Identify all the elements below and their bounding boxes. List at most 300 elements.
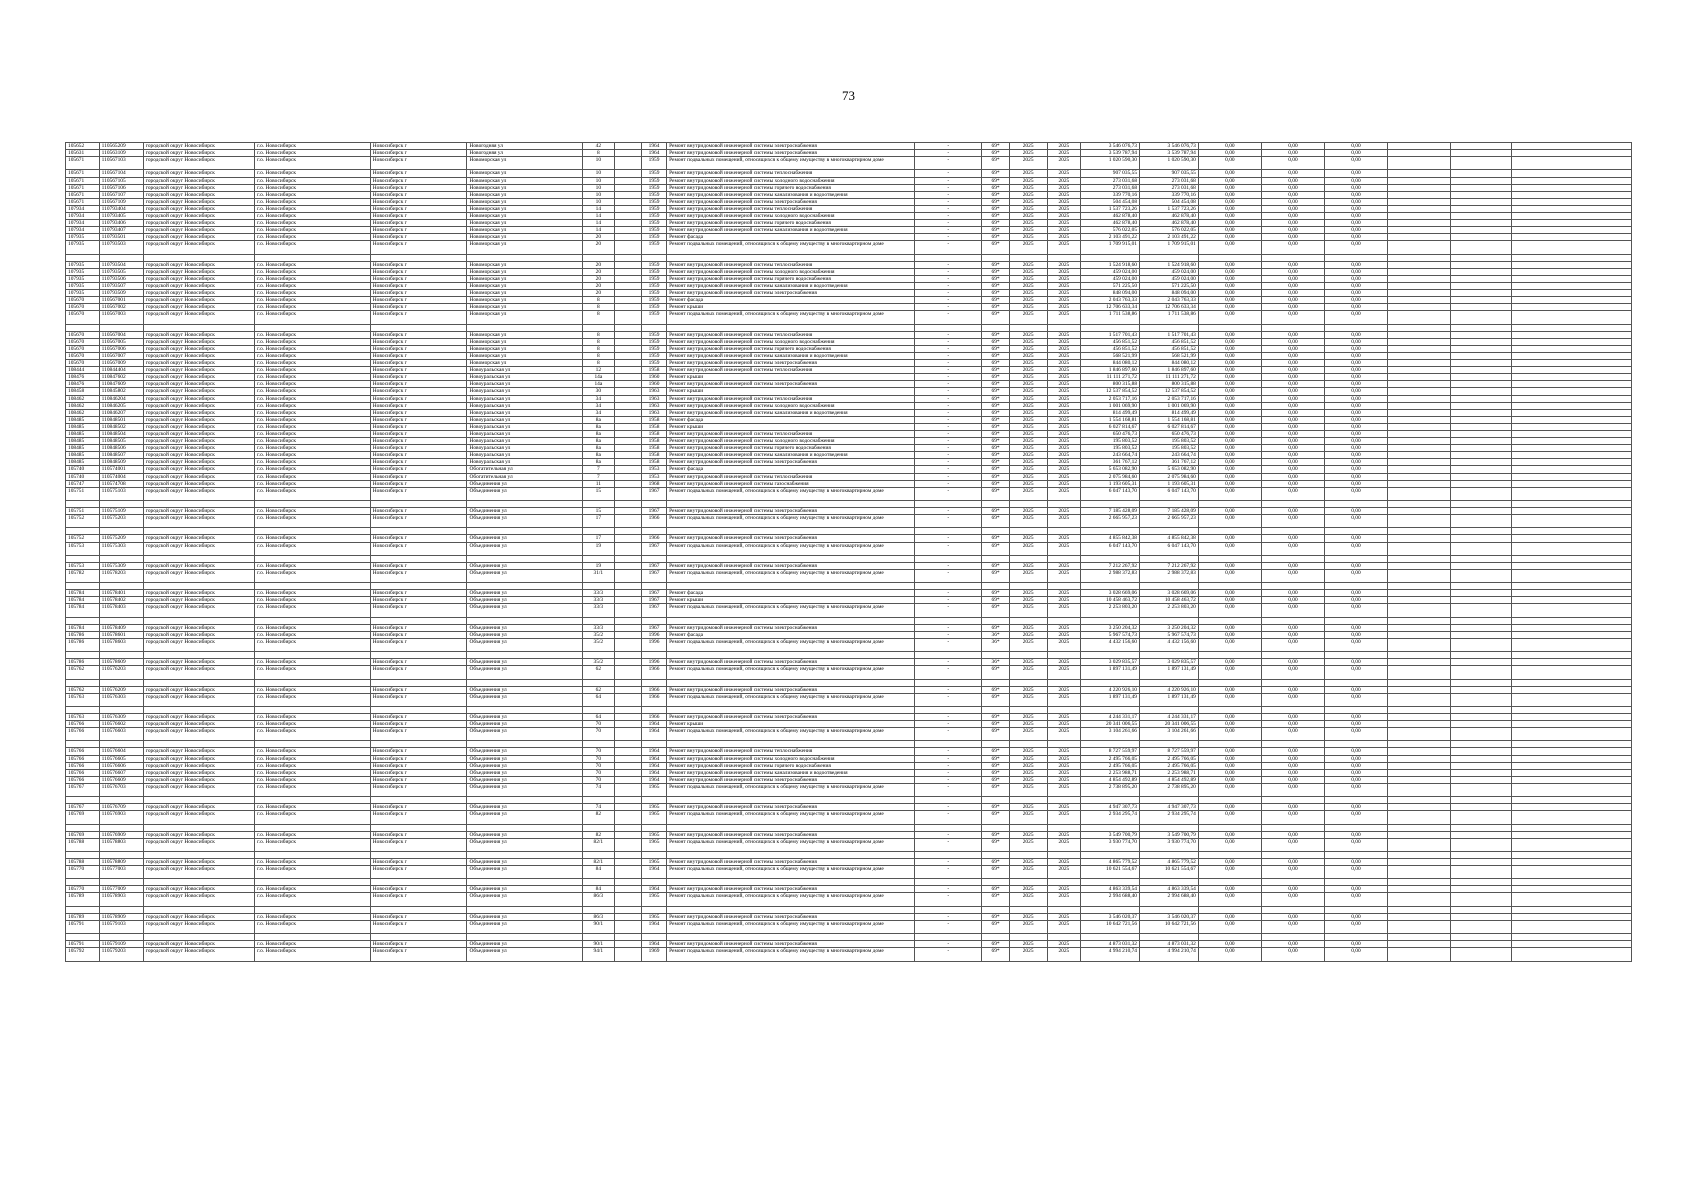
cell-city: Новосибирск г xyxy=(370,562,467,569)
cell-cost-budget-2: 0,00 xyxy=(1261,438,1324,445)
cell-street xyxy=(467,254,583,261)
table-row xyxy=(66,562,1632,569)
cell-year-start xyxy=(1009,934,1047,941)
cell-building xyxy=(614,811,641,824)
cell-extra-1 xyxy=(1388,804,1451,811)
cell-city: Новосибирск г xyxy=(370,693,467,706)
cell-cost-owners xyxy=(1324,501,1387,508)
cell-municipality: городской округ Новосибирск xyxy=(143,686,254,693)
cell-extra-1 xyxy=(1388,480,1451,487)
cell-settlement-type: г.о. Новосибирск xyxy=(255,275,371,282)
cell-city: Новосибирск г xyxy=(370,659,467,666)
cell-building xyxy=(614,360,641,367)
cell-municipality: городской округ Новосибирск xyxy=(143,659,254,666)
cell-note: 69* xyxy=(982,693,1009,706)
cell-extra-2 xyxy=(1451,268,1512,275)
cell-street xyxy=(467,652,583,659)
cell-building xyxy=(614,268,641,275)
table-row-spacer xyxy=(66,906,1632,913)
cell-cost-owners: 0,00 xyxy=(1324,331,1387,338)
cell-extra-2 xyxy=(1451,631,1512,638)
cell-year-built: 1959 xyxy=(641,205,666,212)
cell-house-number xyxy=(583,254,615,261)
table-row xyxy=(66,838,1632,851)
cell-settlement-type: г.о. Новосибирск xyxy=(255,402,371,409)
cell-street: Объединения ул xyxy=(467,562,583,569)
cell-street: Новоморская ул xyxy=(467,227,583,234)
cell-cost-total: 1 524 918,60 xyxy=(1081,261,1140,268)
cell-cost-fund: 3 104 261,66 xyxy=(1140,728,1199,741)
cell-building xyxy=(614,157,641,170)
table-row xyxy=(66,831,1632,838)
cell-year-built: 1960 xyxy=(641,374,666,381)
cell-house-id xyxy=(66,679,100,686)
cell-municipality: городской округ Новосибирск xyxy=(143,748,254,755)
cell-city: Новосибирск г xyxy=(370,445,467,452)
cell-cost-fund: 2 043 763,33 xyxy=(1140,297,1199,304)
cell-cost-budget-1: 0,00 xyxy=(1198,866,1261,879)
cell-house-id: 105753 xyxy=(66,542,100,555)
cell-house-id: 105671 xyxy=(66,170,100,177)
cell-year-built xyxy=(641,617,666,624)
cell-cost-owners xyxy=(1324,879,1387,886)
cell-year-end: 2025 xyxy=(1047,487,1081,500)
cell-city: Новосибирск г xyxy=(370,381,467,388)
cell-city: Новосибирск г xyxy=(370,948,467,961)
cell-house-number xyxy=(583,528,615,535)
cell-city: Новосибирск г xyxy=(370,569,467,582)
cell-year-built: 1965 xyxy=(641,858,666,865)
cell-year-end xyxy=(1047,906,1081,913)
cell-house-number: 84 xyxy=(583,866,615,879)
cell-cost-total: 3 930 774,70 xyxy=(1081,838,1140,851)
cell-extra-2 xyxy=(1451,886,1512,893)
cell-note: 69* xyxy=(982,220,1009,227)
cell-settlement-type: г.о. Новосибирск xyxy=(255,184,371,191)
cell-year-start xyxy=(1009,679,1047,686)
cell-municipality: городской округ Новосибирск xyxy=(143,290,254,297)
cell-work-type xyxy=(667,679,915,686)
cell-work-type: Ремонт крыши xyxy=(667,423,915,430)
cell-street: Объединения ул xyxy=(467,480,583,487)
cell-work-type: Ремонт внутридомовой инженерной системы холодного водоснабжения xyxy=(667,755,915,762)
cell-year-end: 2025 xyxy=(1047,762,1081,769)
cell-street: Объединения ул xyxy=(467,858,583,865)
table-row xyxy=(66,783,1632,796)
cell-extra-1 xyxy=(1388,824,1451,831)
cell-cost-budget-2: 0,00 xyxy=(1261,157,1324,170)
cell-cost-fund: 504 454,08 xyxy=(1140,198,1199,205)
cell-street: Новоморская ул xyxy=(467,297,583,304)
cell-extra-1 xyxy=(1388,679,1451,686)
cell-work-type: Ремонт внутридомовой инженерной системы электроснабжения xyxy=(667,913,915,920)
cell-work-id: 110576309 xyxy=(99,713,143,720)
cell-col-dash xyxy=(915,741,982,748)
cell-year-built xyxy=(641,906,666,913)
cell-extra-1 xyxy=(1388,261,1451,268)
cell-cost-owners: 0,00 xyxy=(1324,948,1387,961)
cell-work-type: Ремонт фасада xyxy=(667,416,915,423)
cell-work-id: 110567009 xyxy=(99,360,143,367)
cell-cost-budget-1: 0,00 xyxy=(1198,261,1261,268)
cell-house-number: 34 xyxy=(583,409,615,416)
cell-street: Новоуральская ул xyxy=(467,381,583,388)
cell-house-number: 20 xyxy=(583,234,615,241)
cell-year-built: 1959 xyxy=(641,297,666,304)
cell-building xyxy=(614,324,641,331)
cell-extra-2 xyxy=(1451,275,1512,282)
cell-building xyxy=(614,831,641,838)
cell-extra-1 xyxy=(1388,452,1451,459)
cell-year-start: 2025 xyxy=(1009,213,1047,220)
cell-cost-total: 571 225,50 xyxy=(1081,283,1140,290)
cell-cost-fund: 1 517 701,43 xyxy=(1140,331,1199,338)
cell-cost-total: 4 873 031,32 xyxy=(1081,941,1140,948)
cell-house-number: 90/1 xyxy=(583,920,615,933)
cell-cost-budget-1: 0,00 xyxy=(1198,838,1261,851)
cell-year-built xyxy=(641,934,666,941)
cell-work-id: 110793406 xyxy=(99,220,143,227)
cell-extra-2 xyxy=(1451,198,1512,205)
cell-building xyxy=(614,824,641,831)
cell-cost-total: 462 878,40 xyxy=(1081,213,1140,220)
cell-year-end: 2025 xyxy=(1047,597,1081,604)
cell-year-start: 2025 xyxy=(1009,466,1047,473)
cell-cost-fund: 4 865 779,52 xyxy=(1140,858,1199,865)
cell-work-id: 110577003 xyxy=(99,866,143,879)
cell-cost-budget-1: 0,00 xyxy=(1198,220,1261,227)
cell-extra-3 xyxy=(1512,666,1632,679)
cell-extra-1 xyxy=(1388,388,1451,395)
cell-house-id xyxy=(66,583,100,590)
cell-cost-fund xyxy=(1140,324,1199,331)
cell-work-id: 110576606 xyxy=(99,762,143,769)
cell-building xyxy=(614,304,641,311)
cell-year-built: 1958 xyxy=(641,459,666,466)
cell-house-id: 105740 xyxy=(66,473,100,480)
cell-street: Объединения ул xyxy=(467,638,583,651)
cell-cost-fund: 4 994 210,74 xyxy=(1140,948,1199,961)
cell-year-built: 1966 xyxy=(641,515,666,528)
cell-cost-budget-2: 0,00 xyxy=(1261,893,1324,906)
cell-street: Новоморская ул xyxy=(467,261,583,268)
cell-cost-budget-1 xyxy=(1198,934,1261,941)
cell-settlement-type: г.о. Новосибирск xyxy=(255,367,371,374)
cell-year-end: 2025 xyxy=(1047,191,1081,198)
cell-cost-owners: 0,00 xyxy=(1324,170,1387,177)
cell-house-id: 105670 xyxy=(66,338,100,345)
cell-extra-2 xyxy=(1451,367,1512,374)
cell-cost-owners xyxy=(1324,555,1387,562)
cell-house-id: 105631 xyxy=(66,150,100,157)
cell-building xyxy=(614,445,641,452)
cell-year-end: 2025 xyxy=(1047,713,1081,720)
cell-year-end: 2025 xyxy=(1047,542,1081,555)
cell-work-id: 110793505 xyxy=(99,268,143,275)
cell-year-end: 2025 xyxy=(1047,783,1081,796)
cell-extra-2 xyxy=(1451,360,1512,367)
cell-house-id: 105766 xyxy=(66,748,100,755)
cell-cost-fund: 12 537 854,52 xyxy=(1140,388,1199,395)
cell-extra-2 xyxy=(1451,617,1512,624)
cell-cost-budget-1: 0,00 xyxy=(1198,283,1261,290)
cell-cost-budget-2: 0,00 xyxy=(1261,430,1324,437)
cell-cost-budget-1: 0,00 xyxy=(1198,352,1261,359)
cell-settlement-type: г.о. Новосибирск xyxy=(255,360,371,367)
cell-house-number: 20 xyxy=(583,275,615,282)
cell-settlement-type: г.о. Новосибирск xyxy=(255,831,371,838)
cell-cost-budget-1: 0,00 xyxy=(1198,360,1261,367)
cell-building xyxy=(614,227,641,234)
cell-cost-budget-2: 0,00 xyxy=(1261,562,1324,569)
cell-street: Объединения ул xyxy=(467,542,583,555)
cell-extra-1 xyxy=(1388,345,1451,352)
table-row xyxy=(66,487,1632,500)
cell-work-type: Ремонт внутридомовой инженерной системы холодного водоснабжения xyxy=(667,177,915,184)
cell-extra-1 xyxy=(1388,811,1451,824)
cell-house-number: 20 xyxy=(583,261,615,268)
cell-cost-fund: 4 873 031,32 xyxy=(1140,941,1199,948)
cell-city: Новосибирск г xyxy=(370,430,467,437)
table-row xyxy=(66,638,1632,651)
cell-settlement-type: г.о. Новосибирск xyxy=(255,686,371,693)
cell-work-id: 110576209 xyxy=(99,686,143,693)
cell-extra-1 xyxy=(1388,666,1451,679)
table-row xyxy=(66,352,1632,359)
cell-street: Объединения ул xyxy=(467,913,583,920)
cell-year-end: 2025 xyxy=(1047,157,1081,170)
cell-building xyxy=(614,501,641,508)
cell-cost-total: 1 001 069,90 xyxy=(1081,402,1140,409)
cell-work-type: Ремонт подвальных помещений, относящихся к общему имуществу в многоквартирном доме xyxy=(667,866,915,879)
cell-municipality xyxy=(143,851,254,858)
cell-year-built: 1964 xyxy=(641,866,666,879)
cell-municipality: городской округ Новосибирск xyxy=(143,638,254,651)
cell-extra-2 xyxy=(1451,324,1512,331)
cell-note: 69* xyxy=(982,508,1009,515)
cell-cost-fund: 5 967 574,73 xyxy=(1140,631,1199,638)
cell-extra-1 xyxy=(1388,445,1451,452)
cell-extra-3 xyxy=(1512,693,1632,706)
cell-building xyxy=(614,597,641,604)
cell-work-id xyxy=(99,741,143,748)
cell-work-id: 110576703 xyxy=(99,783,143,796)
cell-year-start: 2025 xyxy=(1009,150,1047,157)
cell-extra-2 xyxy=(1451,597,1512,604)
cell-city: Новосибирск г xyxy=(370,535,467,542)
cell-year-built: 1959 xyxy=(641,157,666,170)
cell-building xyxy=(614,213,641,220)
cell-work-type: Ремонт внутридомовой инженерной системы теплоснабжения xyxy=(667,430,915,437)
cell-cost-budget-2: 0,00 xyxy=(1261,297,1324,304)
table-row xyxy=(66,762,1632,769)
cell-house-number xyxy=(583,652,615,659)
cell-cost-total: 907 035,55 xyxy=(1081,170,1140,177)
cell-city xyxy=(370,254,467,261)
cell-house-number: 8 xyxy=(583,304,615,311)
cell-year-built xyxy=(641,679,666,686)
cell-extra-2 xyxy=(1451,679,1512,686)
cell-cost-total: 4 994 210,74 xyxy=(1081,948,1140,961)
cell-col-dash: - xyxy=(915,177,982,184)
cell-work-id: 110848502 xyxy=(99,423,143,430)
cell-house-id xyxy=(66,851,100,858)
cell-municipality: городской округ Новосибирск xyxy=(143,913,254,920)
cell-extra-1 xyxy=(1388,254,1451,261)
cell-cost-budget-1: 0,00 xyxy=(1198,388,1261,395)
cell-year-built xyxy=(641,706,666,713)
cell-note: 69* xyxy=(982,297,1009,304)
cell-municipality: городской округ Новосибирск xyxy=(143,858,254,865)
cell-year-start: 2025 xyxy=(1009,430,1047,437)
cell-note: 69* xyxy=(982,423,1009,430)
cell-city: Новосибирск г xyxy=(370,459,467,466)
cell-work-id xyxy=(99,583,143,590)
cell-cost-fund xyxy=(1140,934,1199,941)
cell-cost-budget-1 xyxy=(1198,528,1261,535)
cell-col-dash xyxy=(915,583,982,590)
cell-city: Новосибирск г xyxy=(370,374,467,381)
cell-year-built: 1996 xyxy=(641,638,666,651)
cell-extra-2 xyxy=(1451,893,1512,906)
cell-extra-1 xyxy=(1388,693,1451,706)
cell-cost-budget-2: 0,00 xyxy=(1261,748,1324,755)
cell-cost-budget-2: 0,00 xyxy=(1261,838,1324,851)
cell-extra-1 xyxy=(1388,338,1451,345)
cell-street: Новоморская ул xyxy=(467,352,583,359)
cell-building xyxy=(614,345,641,352)
cell-house-number: 70 xyxy=(583,748,615,755)
cell-extra-2 xyxy=(1451,941,1512,948)
cell-settlement-type: г.о. Новосибирск xyxy=(255,445,371,452)
cell-work-type: Ремонт подвальных помещений, относящихся к общему имуществу в многоквартирном доме xyxy=(667,569,915,582)
cell-building xyxy=(614,728,641,741)
cell-house-id: 105766 xyxy=(66,728,100,741)
cell-house-number: 34 xyxy=(583,395,615,402)
cell-col-dash: - xyxy=(915,811,982,824)
cell-work-id: 110567002 xyxy=(99,304,143,311)
cell-extra-2 xyxy=(1451,652,1512,659)
cell-year-end xyxy=(1047,254,1081,261)
cell-extra-1 xyxy=(1388,769,1451,776)
cell-cost-budget-2: 0,00 xyxy=(1261,452,1324,459)
cell-extra-3 xyxy=(1512,542,1632,555)
cell-municipality: городской округ Новосибирск xyxy=(143,177,254,184)
cell-work-type: Ремонт внутридомовой инженерной системы холодного водоснабжения xyxy=(667,338,915,345)
cell-house-id: 105791 xyxy=(66,941,100,948)
cell-house-number: 82/1 xyxy=(583,838,615,851)
cell-extra-1 xyxy=(1388,721,1451,728)
cell-settlement-type: г.о. Новосибирск xyxy=(255,920,371,933)
cell-cost-budget-2: 0,00 xyxy=(1261,234,1324,241)
cell-settlement-type: г.о. Новосибирск xyxy=(255,331,371,338)
cell-house-id: 105670 xyxy=(66,304,100,311)
cell-work-id: 110848509 xyxy=(99,459,143,466)
cell-house-number: 34 xyxy=(583,402,615,409)
cell-col-dash xyxy=(915,824,982,831)
cell-col-dash: - xyxy=(915,886,982,893)
cell-extra-2 xyxy=(1451,423,1512,430)
cell-municipality: городской округ Новосибирск xyxy=(143,948,254,961)
cell-municipality xyxy=(143,706,254,713)
cell-building xyxy=(614,198,641,205)
table-row xyxy=(66,213,1632,220)
cell-year-end: 2025 xyxy=(1047,234,1081,241)
cell-house-id: 105763 xyxy=(66,693,100,706)
cell-cost-budget-2: 0,00 xyxy=(1261,948,1324,961)
cell-building xyxy=(614,177,641,184)
cell-work-id xyxy=(99,528,143,535)
cell-extra-3 xyxy=(1512,555,1632,562)
cell-extra-2 xyxy=(1451,157,1512,170)
cell-house-number: 64 xyxy=(583,693,615,706)
cell-settlement-type: г.о. Новосибирск xyxy=(255,388,371,395)
cell-cost-budget-2: 0,00 xyxy=(1261,374,1324,381)
table-row xyxy=(66,388,1632,395)
cell-house-id: 105770 xyxy=(66,866,100,879)
cell-cost-budget-2: 0,00 xyxy=(1261,191,1324,198)
cell-extra-1 xyxy=(1388,934,1451,941)
cell-year-end: 2025 xyxy=(1047,227,1081,234)
cell-year-built: 1965 xyxy=(641,893,666,906)
cell-note xyxy=(982,555,1009,562)
cell-city: Новосибирск г xyxy=(370,220,467,227)
cell-cost-owners: 0,00 xyxy=(1324,452,1387,459)
cell-municipality: городской округ Новосибирск xyxy=(143,220,254,227)
cell-year-start: 2025 xyxy=(1009,941,1047,948)
cell-cost-fund: 2 665 957,23 xyxy=(1140,515,1199,528)
cell-cost-budget-1: 0,00 xyxy=(1198,227,1261,234)
cell-work-id: 110575103 xyxy=(99,487,143,500)
cell-city: Новосибирск г xyxy=(370,769,467,776)
cell-year-end: 2025 xyxy=(1047,466,1081,473)
cell-work-type: Ремонт внутридомовой инженерной системы электроснабжения xyxy=(667,143,915,150)
cell-settlement-type: г.о. Новосибирск xyxy=(255,480,371,487)
cell-work-id: 110578803 xyxy=(99,838,143,851)
cell-year-end: 2025 xyxy=(1047,659,1081,666)
cell-cost-total: 2 988 372,83 xyxy=(1081,569,1140,582)
cell-year-end: 2025 xyxy=(1047,913,1081,920)
cell-settlement-type: г.о. Новосибирск xyxy=(255,191,371,198)
cell-year-start: 2025 xyxy=(1009,838,1047,851)
cell-extra-3 xyxy=(1512,811,1632,824)
cell-col-dash xyxy=(915,652,982,659)
cell-work-id: 110578903 xyxy=(99,893,143,906)
cell-year-built: 1958 xyxy=(641,423,666,430)
cell-cost-owners xyxy=(1324,617,1387,624)
cell-house-id: 105786 xyxy=(66,659,100,666)
cell-cost-total: 800 315,88 xyxy=(1081,381,1140,388)
cell-street: Новоуральская ул xyxy=(467,409,583,416)
cell-year-start: 2025 xyxy=(1009,638,1047,651)
cell-house-number: 70 xyxy=(583,762,615,769)
cell-house-id: 107934 xyxy=(66,227,100,234)
cell-house-id: 105769 xyxy=(66,831,100,838)
cell-street: Объединения ул xyxy=(467,569,583,582)
cell-extra-3 xyxy=(1512,590,1632,597)
cell-cost-budget-2: 0,00 xyxy=(1261,290,1324,297)
cell-cost-fund xyxy=(1140,652,1199,659)
cell-extra-1 xyxy=(1388,762,1451,769)
cell-cost-fund: 8 727 559,97 xyxy=(1140,748,1199,755)
cell-col-dash xyxy=(915,906,982,913)
cell-municipality: городской округ Новосибирск xyxy=(143,275,254,282)
cell-settlement-type xyxy=(255,617,371,624)
cell-cost-budget-2: 0,00 xyxy=(1261,941,1324,948)
cell-cost-owners: 0,00 xyxy=(1324,604,1387,617)
cell-cost-total: 361 767,12 xyxy=(1081,459,1140,466)
cell-building xyxy=(614,220,641,227)
